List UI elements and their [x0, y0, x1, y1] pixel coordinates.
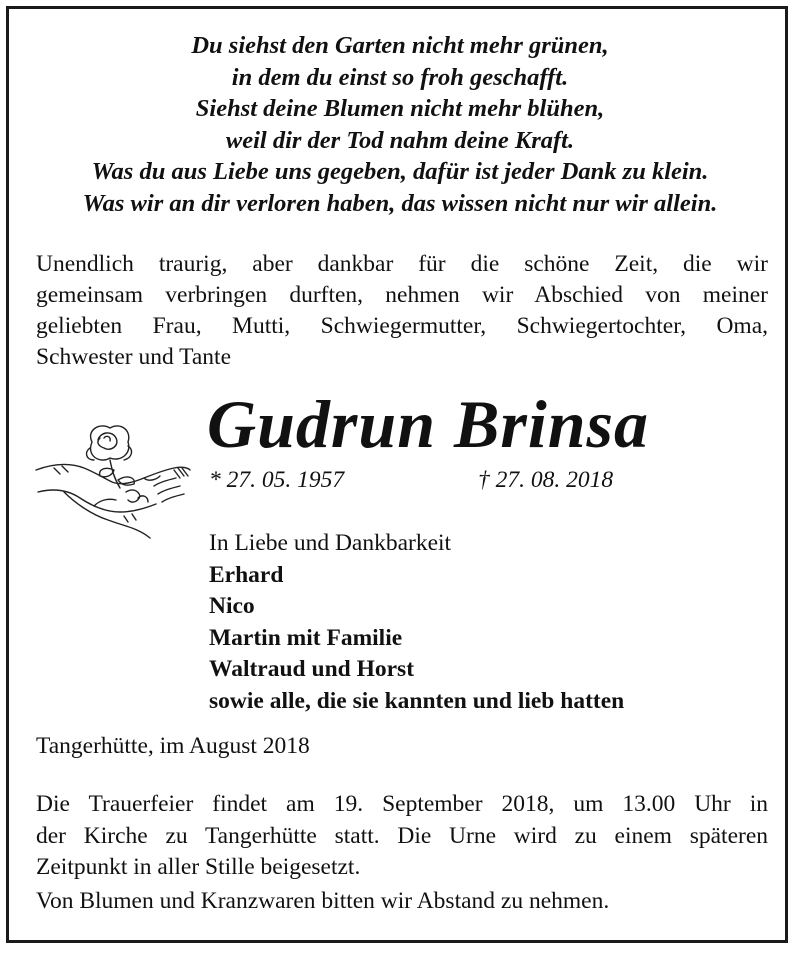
poem-line: weil dir der Tod nahm deine Kraft. [225, 126, 575, 154]
mourners-list [209, 528, 624, 718]
mourner-name: Waltraud und Horst [209, 656, 415, 683]
rose-in-hands-icon [34, 408, 192, 546]
memorial-poem [20, 30, 780, 220]
mourner-name: Erhard [209, 561, 284, 588]
intro-line: gemeinsam verbringen durften, nehmen wir Abschied von meiner [36, 282, 768, 308]
poem-line: Was wir an dir verloren haben, das wissen nicht nur wir allein. [82, 189, 718, 217]
funeral-line: Zeitpunkt in aller Stille beigesetzt. [36, 854, 361, 881]
farewell-paragraph [36, 249, 768, 373]
birth-date: * 27. 05. 1957 [209, 467, 345, 493]
funeral-line: Die Trauerfeier findet am 19. September 2018, um 13.00 Uhr in [36, 791, 768, 817]
flowers-note: Von Blumen und Kranzwaren bitten wir Abstand zu nehmen. [36, 888, 610, 914]
mourner-name: Nico [209, 593, 255, 620]
mourners-heading: In Liebe und Dankbarkeit [209, 530, 452, 556]
intro-line: Schwester und Tante [36, 344, 232, 370]
intro-line: Unendlich traurig, aber dankbar für die schöne Zeit, die wir [36, 251, 768, 277]
place-and-date: Tangerhütte, im August 2018 [36, 733, 310, 759]
mourner-name: sowie alle, die sie kannten und lieb hatten [209, 687, 625, 714]
poem-line: Siehst deine Blumen nicht mehr blühen, [195, 95, 605, 123]
poem-line: Du siehst den Garten nicht mehr grünen, [191, 32, 609, 59]
poem-line: Was du aus Liebe uns gegeben, dafür ist jeder Dank zu klein. [91, 158, 709, 186]
funeral-line: der Kirche zu Tangerhütte statt. Die Urne wird zu einem späteren [36, 822, 768, 849]
deceased-name: Gudrun Brinsa [207, 386, 650, 462]
death-date: † 27. 08. 2018 [478, 467, 614, 493]
intro-line: geliebten Frau, Mutti, Schwiegermutter, Schwiegertochter, Oma, [36, 313, 768, 339]
funeral-notice [36, 789, 768, 884]
poem-line: in dem du einst so froh geschafft. [231, 63, 569, 91]
mourner-name: Martin mit Familie [209, 624, 403, 651]
